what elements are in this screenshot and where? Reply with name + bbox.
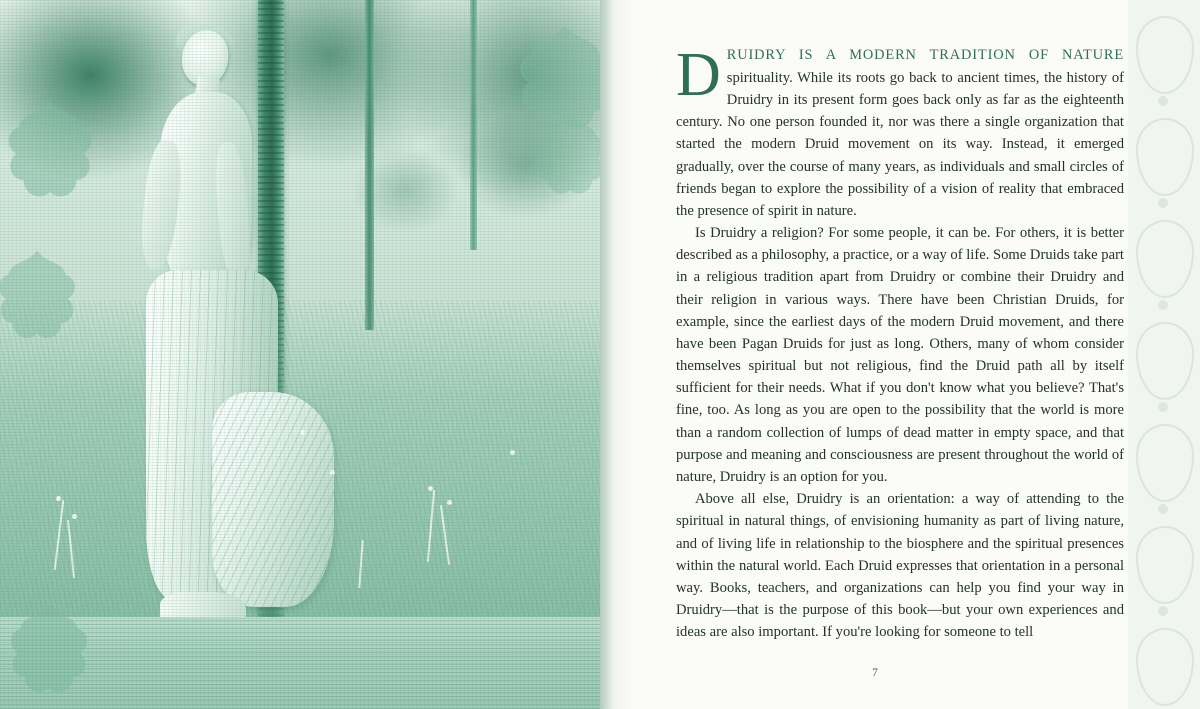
body-text-column	[676, 41, 1124, 643]
damask-dot	[1158, 402, 1168, 412]
damask-dot	[1158, 198, 1168, 208]
page-folio	[600, 667, 1200, 679]
damask-motif	[1136, 118, 1194, 196]
damask-motif	[1136, 16, 1194, 94]
damask-dot	[1158, 300, 1168, 310]
right-page-text	[600, 0, 1200, 709]
margin-damask-pattern	[1128, 0, 1200, 709]
damask-motif	[1136, 424, 1194, 502]
damask-dot	[1158, 504, 1168, 514]
paragraph-3: Above all else, Druidry is an orientation: a way of attending to the spiritual in natural things, of envisioning humanity as part of living nature, and of living life in relationship to the biosphere and the spiritual presences within the natural world. Each Druid expresses that orientation in a personal way. Books, teachers, and organizations can help you find your way in Druidry—that is the purpose of this book—but your own experiences and ideas are also important. If you're looking for someone to tell	[676, 491, 1124, 641]
drop-cap: D	[676, 41, 721, 109]
damask-motif	[1136, 220, 1194, 298]
damask-motif	[1136, 322, 1194, 400]
page-number: 7	[872, 667, 878, 679]
paragraph-1-text: spirituality. While its roots go back to ancient times, the history of Druidry in its present form goes back only as far as the eighteenth century. No one person founded it, nor was there a single organization that started the modern Druid movement on its way. Instead, it emerged gradually, over the course of many years, as individuals and small circles of friends began to explore the possibility of a vision of reality that embraced the presence of spirit in nature.	[676, 69, 1124, 219]
damask-dot	[1158, 606, 1168, 616]
page-inner-edge	[600, 0, 614, 709]
damask-motif	[1136, 526, 1194, 604]
damask-dot	[1158, 96, 1168, 106]
paragraph-2: Is Druidry a religion? For some people, it can be. For others, it is better described as a philosophy, a practice, or a way of life. Some Druids take part in a religious tradition apart from Druidry or combine their Druidry and their religion in various ways. There have been Christian Druids, for example, since the earliest days of the modern Druid movement, and there have been Pagan Druids for just as long. Others, many of whom consider themselves spiritual but not religious, find the Druid path all by itself sufficient for their needs. What if you don't know what you believe? That's fine, too. As long as you are open to the possibility that the world is more than a random collection of lumps of dead matter in empty space, and that purpose and meaning and consciousness are present throughout the world of nature, Druidry is an option for you.	[676, 225, 1124, 485]
opening-paragraph	[676, 41, 1124, 222]
opening-small-caps: RUIDRY IS A MODERN TRADITION OF NATURE	[726, 47, 1124, 63]
